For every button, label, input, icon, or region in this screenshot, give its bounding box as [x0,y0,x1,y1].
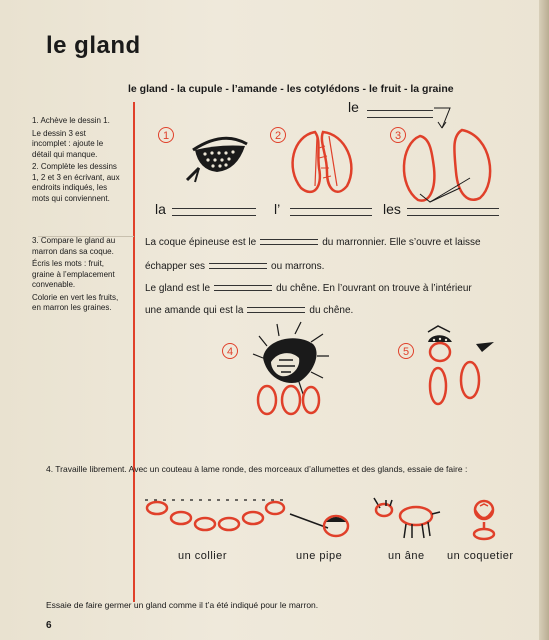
blank-fill[interactable] [209,263,267,269]
label-le: le [348,99,359,115]
label-la: la [155,201,166,217]
pipe-drawing [288,504,358,544]
task-4-text: 4. Travaille librement. Avec un couteau à lame ronde, des morceaux d’allumettes et des glands, essaie de faire : [46,464,468,474]
paragraph-text: Le gland est le [145,283,211,294]
word-list: le gland - la cupule - l’amande - les cotylédons - le fruit - la graine [128,83,454,95]
instruction-3a: 3. Compare le gland au marron dans sa coque. [32,236,116,256]
label-les: les [383,201,401,217]
instruction-2 [32,162,120,206]
paragraph-line-1 [145,237,481,248]
chestnut-drawing [245,322,335,422]
eggcup-drawing [466,496,506,546]
bottom-instruction: Essaie de faire germer un gland comme il t’a été indiqué pour le marron. [46,600,319,610]
page-title: le gland [46,32,141,59]
caption-ane: un âne [388,550,425,562]
blank-fill[interactable] [260,239,318,245]
caption-collier: un collier [178,550,228,562]
blank-fill[interactable] [214,285,272,291]
instruction-3 [32,236,120,316]
paragraph-text: La coque épineuse est le [145,237,257,248]
cotyledons-drawing [400,108,500,208]
donkey-drawing [372,494,442,544]
paragraph-line-3 [145,283,472,294]
blank-la[interactable] [172,208,256,216]
paragraph-line-2 [145,261,324,272]
blank-l[interactable] [290,208,372,216]
necklace-drawing [145,494,285,544]
paragraph-text: du marronnier. Elle s’ouvre et laisse [322,237,481,248]
paragraph-text: une amande qui est la [145,305,244,316]
cupule-drawing [185,130,255,190]
number-4-badge: 4 [222,343,238,359]
number-2-badge: 2 [270,127,286,143]
blank-le[interactable] [367,110,433,118]
paragraph-text: échapper ses [145,261,206,272]
instruction-3c: Colorie en vert les fruits, en marron les graines. [32,292,119,312]
number-5-badge: 5 [398,343,414,359]
instruction-1 [32,116,120,162]
number-1-badge: 1 [158,127,174,143]
caption-pipe: une pipe [296,550,343,562]
page-edge [539,0,549,640]
caption-coquetier: un coquetier [447,550,514,562]
paragraph-text: du chêne. [309,305,354,316]
number-3-badge: 3 [390,127,406,143]
paragraph-line-4 [145,305,353,316]
amande-drawing [285,128,365,198]
paragraph-text: ou marrons. [271,261,325,272]
acorn-open-drawing [420,322,500,422]
instruction-2-text: 2. Complète les dessins 1, 2 et 3 en écrivant, aux endroits indiqués, les mots qui conviennent. [32,162,120,203]
blank-fill[interactable] [247,307,305,313]
paragraph-text: du chêne. En l’ouvrant on trouve à l’intérieur [276,283,472,294]
instruction-1a: 1. Achève le dessin 1. [32,116,110,125]
blank-les[interactable] [407,208,499,216]
page-number: 6 [46,620,52,631]
label-l: l’ [274,201,281,217]
red-divider-vertical [133,102,135,602]
instruction-1b: Le dessin 3 est incomplet : ajoute le détail qui manque. [32,128,104,159]
instruction-3b: Écris les mots : fruit, graine à l’emplacement convenable. [32,259,115,289]
